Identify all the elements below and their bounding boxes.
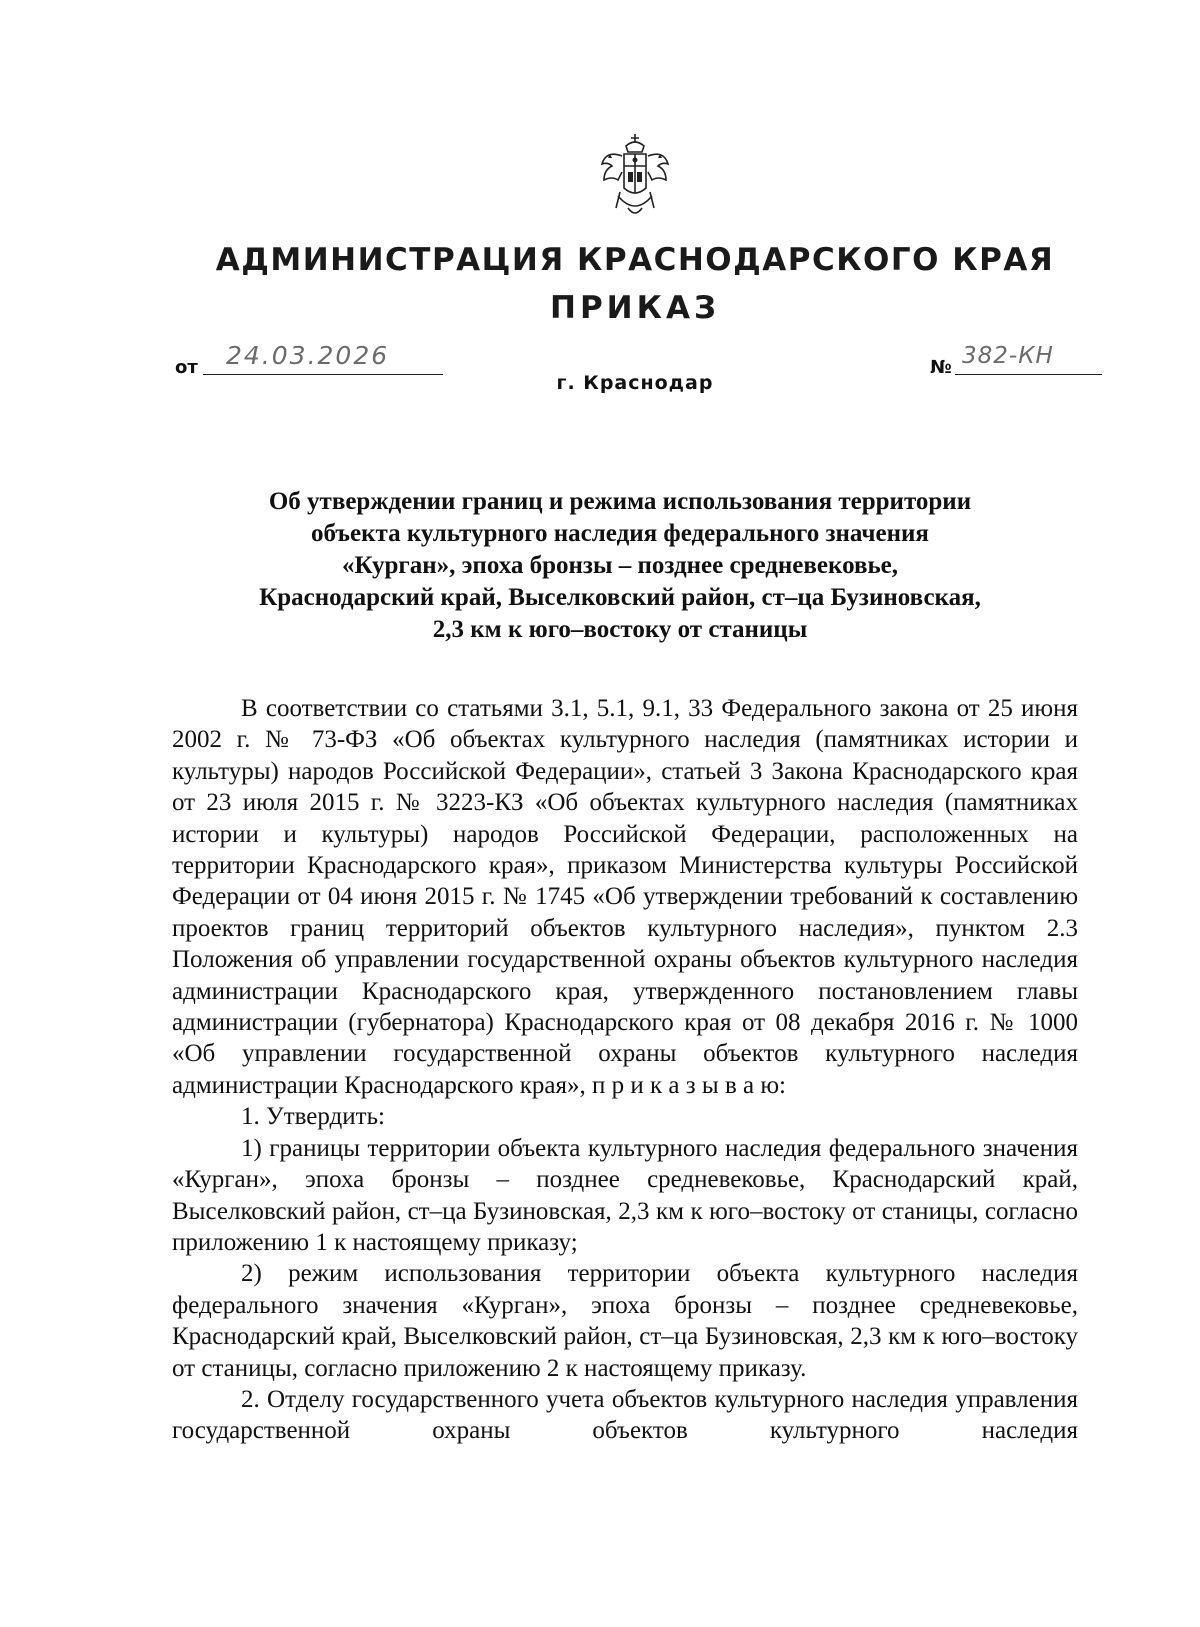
title-line: Об утверждении границ и режима использования территории bbox=[268, 488, 972, 515]
document-type: ПРИКАЗ bbox=[550, 290, 720, 326]
title-line: 2,3 км к юго–востоку от станицы bbox=[432, 616, 808, 643]
item-1-subitem-1: 1) границы территории объекта культурного наследия федерального значения «Курган», эпоха бронзы – позднее средневековье, Краснодарский край, Выселковский район, ст–ца Бузиновская, 2,3 км к юго–востоку от станицы, согласно приложению 1 к настоящему приказу; bbox=[172, 1134, 1078, 1256]
document-title bbox=[170, 486, 1070, 646]
organization-name: АДМИНИСТРАЦИЯ КРАСНОДАРСКОГО КРАЯ bbox=[215, 242, 1055, 278]
preamble-paragraph: В соответствии со статьями 3.1, 5.1, 9.1, 33 Федерального закона от 25 июня 2002 г. № 73-ФЗ «Об объектах культурного наследия (памятниках истории и культуры) народов Российской Федерации», статьей 3 Закона Краснодарского края от 23 июля 2015 г. № 3223-КЗ «Об объектах культурного наследия (памятниках истории и культуры) народов Российской Федерации, расположенных на территории Краснодарского края», приказом Министерства культуры Российской Федерации от 04 июня 2015 г. № 1745 «Об утверждении требований к составлению проектов границ территорий объектов культурного наследия», пунктом 2.3 Положения об управлении государственной охраны объектов культурного наследия администрации Краснодарского края, утвержденного постановлением главы администрации (губернатора) Краснодарского края от 08 декабря 2016 г. № 1000 «Об управлении государственной охраны объектов культурного наследия администрации Краснодарского края», п р и к а з ы в а ю: bbox=[172, 695, 1078, 1099]
coat-of-arms-emblem bbox=[598, 132, 672, 222]
item-2-paragraph: 2. Отделу государственного учета объектов культурного наследия управления государственной охраны объектов культурного наследия bbox=[172, 1385, 1078, 1445]
handwritten-number: 382-КН bbox=[962, 343, 1054, 369]
number-label: № bbox=[930, 357, 952, 378]
title-line: объекта культурного наследия федерального значения bbox=[311, 520, 929, 547]
item-1-subitem-2: 2) режим использования территории объекта культурного наследия федерального значения «Курган», эпоха бронзы – позднее средневековье, Краснодарский край, Выселковский район, ст–ца Бузиновская, 2,3 км к юго–востоку от станицы, согласно приложению 2 к настоящему приказу. bbox=[172, 1260, 1078, 1382]
date-label: от bbox=[175, 357, 198, 378]
document-body bbox=[172, 693, 1078, 1447]
handwritten-date: 24.03.2026 bbox=[226, 341, 390, 370]
city-name: г. Краснодар bbox=[556, 372, 714, 394]
title-line: «Курган», эпоха бронзы – позднее средневековье, bbox=[341, 552, 899, 579]
item-1-heading: 1. Утвердить: bbox=[241, 1103, 385, 1131]
title-line: Краснодарский край, Выселковский район, ст–ца Бузиновская, bbox=[259, 584, 981, 611]
